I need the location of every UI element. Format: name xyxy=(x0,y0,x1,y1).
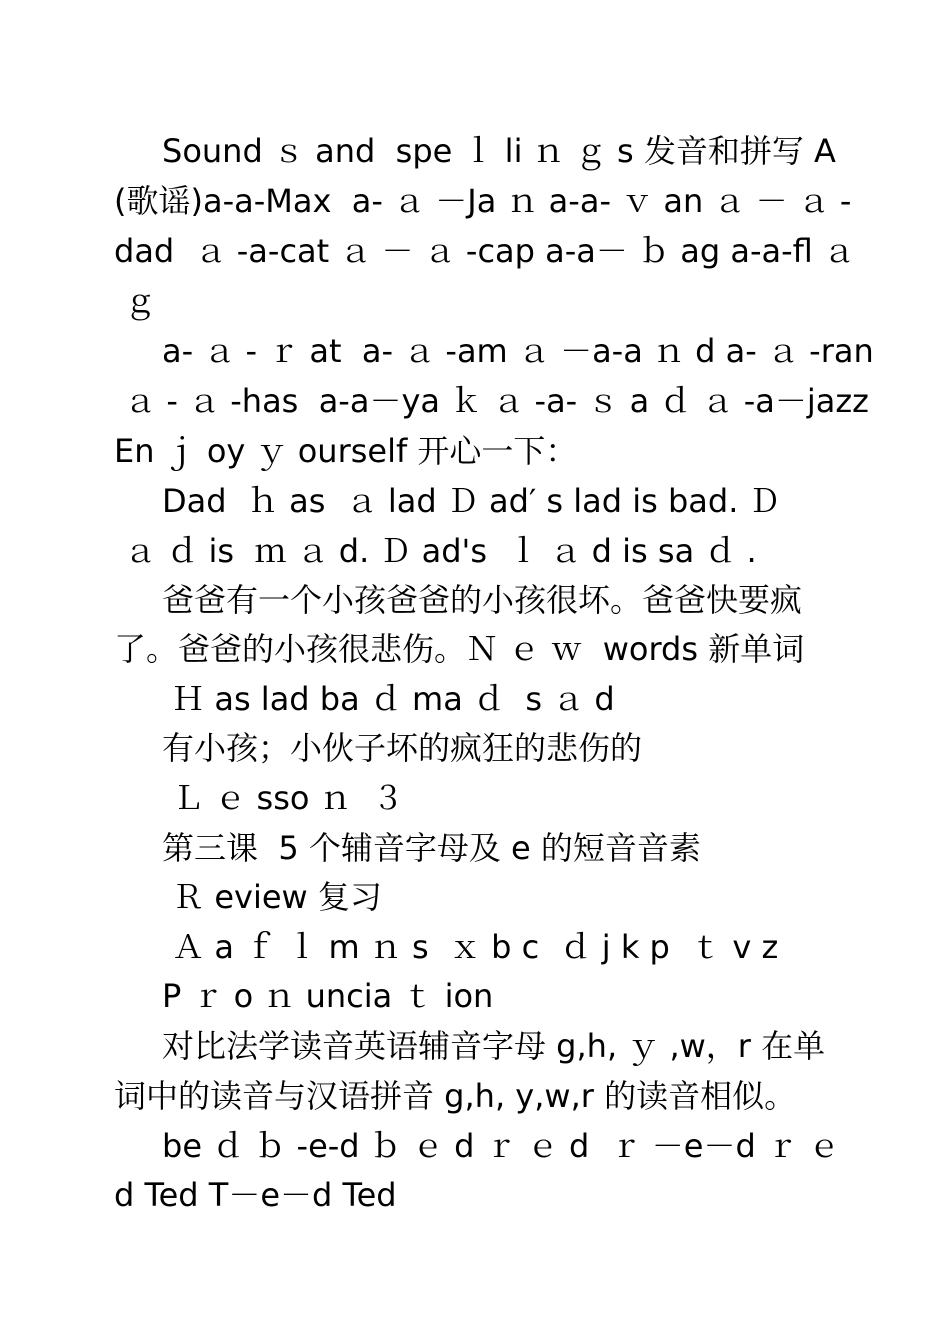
text-line: ｇ xyxy=(114,282,157,320)
text-line: a- ａ - ｒ at a- ａ -am ａ －a-a ｎ d a- ａ -ran xyxy=(162,332,874,370)
text-line: 词中的读音与汉语拼音 g,h, y,w,r 的读音相似。 xyxy=(114,1077,797,1115)
text-line: 第三课 5 个辅音字母及 e 的短音音素 xyxy=(162,829,701,867)
text-line: 爸爸有一个小孩爸爸的小孩很坏。爸爸快要疯 xyxy=(162,581,803,619)
text-line: P ｒ o ｎ uncia ｔ ion xyxy=(162,977,494,1015)
text-line: Dad ｈ as ａ lad Ｄ ad′ s lad is bad. Ｄ xyxy=(162,482,781,520)
text-line: d Ted T－e－d Ted xyxy=(114,1176,397,1214)
text-line: Ｈ as lad ba ｄ ma ｄ s ａ d xyxy=(162,680,615,718)
text-line: En ｊ oy ｙ ourself 开心一下： xyxy=(114,432,578,470)
text-line: be ｄ ｂ -e-d ｂ ｅ d ｒ ｅ d ｒ －e－d ｒ ｅ xyxy=(162,1127,841,1165)
text-line: Ｌ ｅ sso ｎ ３ xyxy=(162,779,404,817)
text-line: dad ａ -a-cat ａ － ａ -cap a-a－ ｂ ag a-a-fl ａ xyxy=(114,232,855,270)
text-line: 有小孩；小伙子坏的疯狂的悲伤的 xyxy=(162,729,643,767)
text-line: Sound ｓ and spe ｌ li ｎ ｇ s 发音和拼写 A xyxy=(162,132,836,170)
text-line: Ｒ eview 复习 xyxy=(162,878,382,916)
text-line: 了。爸爸的小孩很悲伤。Ｎ ｅ ｗ words 新单词 xyxy=(114,630,805,668)
text-line: (歌谣)a-a-Max a- ａ －Ja ｎ a-a- ｖ an ａ － ａ - xyxy=(114,182,852,220)
text-line: ａ ｄ is ｍ ａ d. Ｄ ad's ｌ ａ d is sa ｄ . xyxy=(114,532,757,570)
text-line: ａ - ａ -has a-a－ya ｋ ａ -a- ｓ a ｄ ａ -a－jazz xyxy=(114,382,869,420)
text-line: 对比法学读音英语辅音字母 g,h, ｙ ,w，r 在单 xyxy=(162,1027,826,1065)
text-line: Ａ a ｆ ｌ m ｎ s ｘ b c ｄ j k p ｔ v z xyxy=(162,928,779,966)
